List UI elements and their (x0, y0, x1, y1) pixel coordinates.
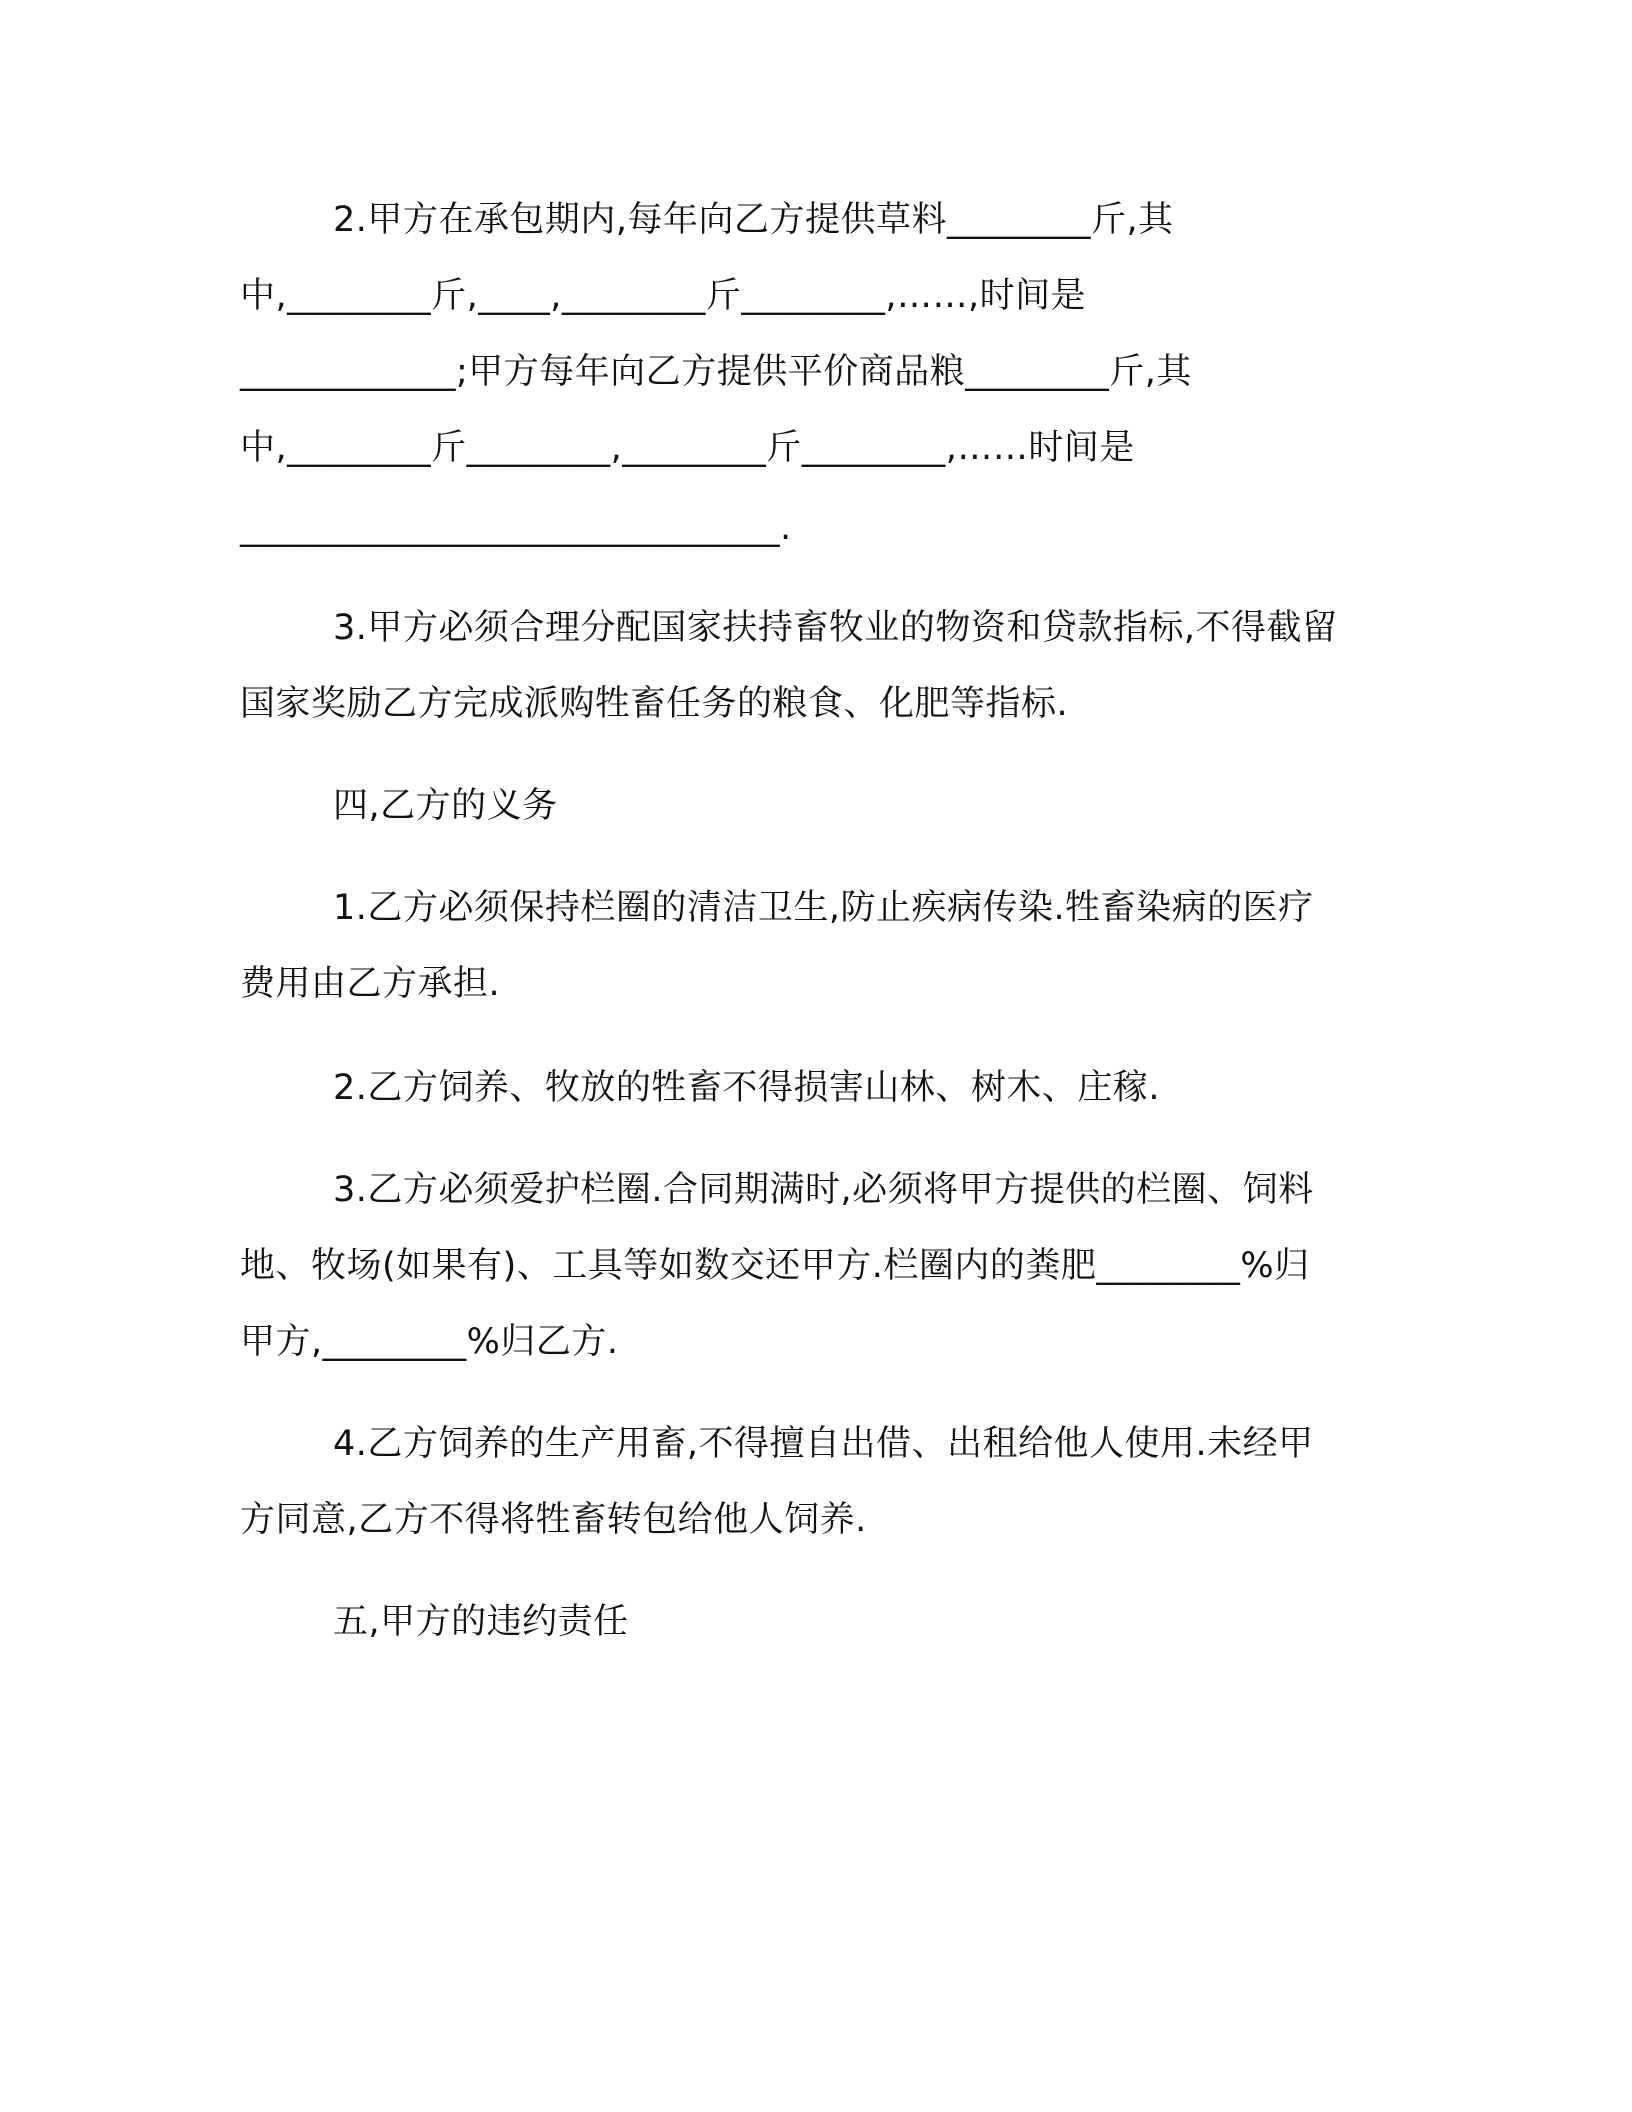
paragraph-line: 地、牧场(如果有)、工具等如数交还甲方.栏圈内的粪肥________%归 (240, 1246, 1310, 1286)
paragraph-line: 1.乙方必须保持栏圈的清洁卫生,防止疾病传染.牲畜染病的医疗 (333, 888, 1314, 928)
paragraph-line: 中,________斤,____,________斤________,……,时间是 (240, 276, 1087, 316)
paragraph-line: 中,________斤________,________斤________,……时间是 (240, 428, 1135, 468)
paragraph-line: 4.乙方饲养的生产用畜,不得擅自出借、出租给他人使用.未经甲 (333, 1424, 1314, 1464)
section-heading: 四,乙方的义务 (333, 786, 558, 826)
paragraph-line: 2.甲方在承包期内,每年向乙方提供草料________斤,其 (333, 200, 1174, 240)
paragraph-line: 费用由乙方承担. (240, 964, 501, 1004)
paragraph-line: 甲方,________%归乙方. (240, 1322, 619, 1362)
paragraph-line: 国家奖励乙方完成派购牲畜任务的粮食、化肥等指标. (240, 684, 1069, 724)
paragraph-line: ______________________________. (240, 508, 792, 548)
paragraph-line: 3.乙方必须爱护栏圈.合同期满时,必须将甲方提供的栏圈、饲料 (333, 1170, 1314, 1210)
paragraph-line: 2.乙方饲养、牧放的牲畜不得损害山林、树木、庄稼. (333, 1068, 1161, 1108)
paragraph-line: 3.甲方必须合理分配国家扶持畜牧业的物资和贷款指标,不得截留 (333, 608, 1338, 648)
paragraph-line: 方同意,乙方不得将牲畜转包给他人饲养. (240, 1500, 867, 1540)
section-heading: 五,甲方的违约责任 (333, 1602, 629, 1642)
paragraph-line: ____________;甲方每年向乙方提供平价商品粮________斤,其 (240, 352, 1192, 392)
